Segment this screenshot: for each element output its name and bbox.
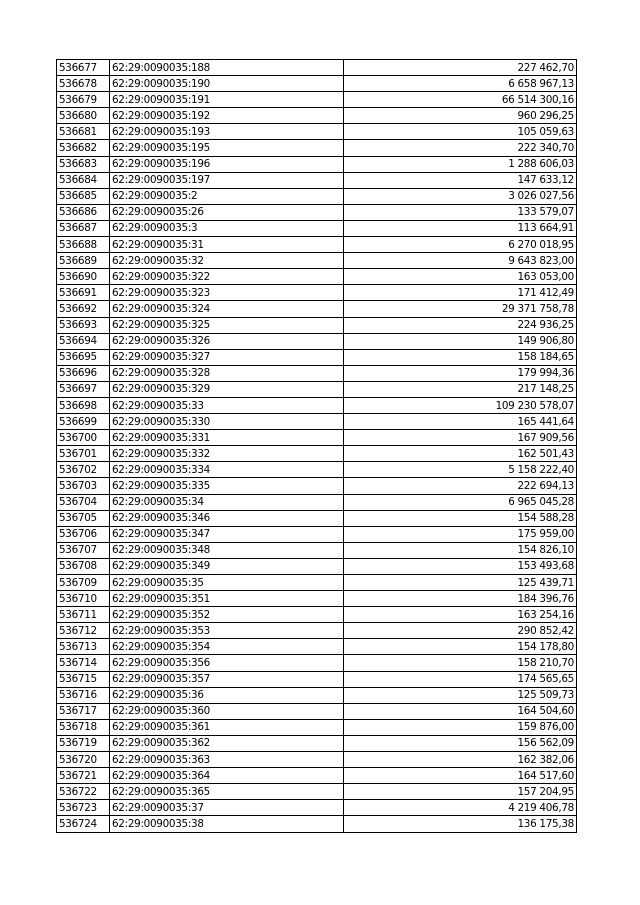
value-cell: 175 959,00 [344, 526, 577, 542]
table-row [57, 542, 577, 558]
cadastral-number-cell: 62:29:0090035:26 [110, 204, 344, 220]
cadastral-number-cell: 62:29:0090035:188 [110, 60, 344, 76]
cadastral-number-cell: 62:29:0090035:196 [110, 156, 344, 172]
table-row [57, 735, 577, 751]
value-cell: 157 204,95 [344, 784, 577, 800]
cadastral-number-cell: 62:29:0090035:362 [110, 735, 344, 751]
row-id-cell: 536684 [57, 172, 110, 188]
value-cell: 163 053,00 [344, 269, 577, 285]
row-id-cell: 536697 [57, 381, 110, 397]
row-id-cell: 536682 [57, 140, 110, 156]
row-id-cell: 536711 [57, 607, 110, 623]
cadastral-number-cell: 62:29:0090035:326 [110, 333, 344, 349]
value-cell: 5 158 222,40 [344, 462, 577, 478]
value-cell: 290 852,42 [344, 623, 577, 639]
table-row [57, 462, 577, 478]
value-cell: 4 219 406,78 [344, 800, 577, 816]
cadastral-number-cell: 62:29:0090035:348 [110, 542, 344, 558]
row-id-cell: 536710 [57, 591, 110, 607]
cadastral-number-cell: 62:29:0090035:334 [110, 462, 344, 478]
value-cell: 184 396,76 [344, 591, 577, 607]
cadastral-value-table [56, 59, 577, 833]
value-cell: 171 412,49 [344, 285, 577, 301]
table-row [57, 623, 577, 639]
table-row [57, 510, 577, 526]
cadastral-number-cell: 62:29:0090035:365 [110, 784, 344, 800]
table-row [57, 108, 577, 124]
value-cell: 174 565,65 [344, 671, 577, 687]
row-id-cell: 536708 [57, 558, 110, 574]
row-id-cell: 536701 [57, 446, 110, 462]
table-row [57, 76, 577, 92]
cadastral-number-cell: 62:29:0090035:324 [110, 301, 344, 317]
cadastral-number-cell: 62:29:0090035:195 [110, 140, 344, 156]
cadastral-number-cell: 62:29:0090035:34 [110, 494, 344, 510]
cadastral-number-cell: 62:29:0090035:322 [110, 269, 344, 285]
cadastral-number-cell: 62:29:0090035:351 [110, 591, 344, 607]
row-id-cell: 536703 [57, 478, 110, 494]
row-id-cell: 536691 [57, 285, 110, 301]
cadastral-number-cell: 62:29:0090035:38 [110, 816, 344, 832]
table-row [57, 172, 577, 188]
cadastral-number-cell: 62:29:0090035:335 [110, 478, 344, 494]
table-row [57, 397, 577, 413]
table-row [57, 92, 577, 108]
table-row [57, 60, 577, 76]
cadastral-number-cell: 62:29:0090035:193 [110, 124, 344, 140]
table-row [57, 687, 577, 703]
cadastral-number-cell: 62:29:0090035:347 [110, 526, 344, 542]
table-row [57, 430, 577, 446]
row-id-cell: 536686 [57, 204, 110, 220]
value-cell: 217 148,25 [344, 381, 577, 397]
table-row [57, 237, 577, 253]
row-id-cell: 536718 [57, 719, 110, 735]
row-id-cell: 536707 [57, 542, 110, 558]
table-row [57, 478, 577, 494]
row-id-cell: 536680 [57, 108, 110, 124]
table-row [57, 526, 577, 542]
table-row [57, 188, 577, 204]
table-row [57, 784, 577, 800]
cadastral-number-cell: 62:29:0090035:346 [110, 510, 344, 526]
value-cell: 224 936,25 [344, 317, 577, 333]
table-row [57, 494, 577, 510]
cadastral-number-cell: 62:29:0090035:35 [110, 575, 344, 591]
value-cell: 156 562,09 [344, 735, 577, 751]
row-id-cell: 536677 [57, 60, 110, 76]
table-row [57, 285, 577, 301]
table-row [57, 124, 577, 140]
cadastral-number-cell: 62:29:0090035:190 [110, 76, 344, 92]
table-body [57, 60, 577, 833]
value-cell: 6 965 045,28 [344, 494, 577, 510]
cadastral-number-cell: 62:29:0090035:357 [110, 671, 344, 687]
table-row [57, 301, 577, 317]
value-cell: 222 694,13 [344, 478, 577, 494]
table-row [57, 655, 577, 671]
row-id-cell: 536683 [57, 156, 110, 172]
row-id-cell: 536713 [57, 639, 110, 655]
table-row [57, 365, 577, 381]
table-row [57, 752, 577, 768]
row-id-cell: 536688 [57, 237, 110, 253]
table-row [57, 220, 577, 236]
cadastral-number-cell: 62:29:0090035:330 [110, 414, 344, 430]
cadastral-number-cell: 62:29:0090035:354 [110, 639, 344, 655]
table-row [57, 333, 577, 349]
value-cell: 153 493,68 [344, 558, 577, 574]
value-cell: 165 441,64 [344, 414, 577, 430]
table-row [57, 607, 577, 623]
row-id-cell: 536714 [57, 655, 110, 671]
value-cell: 136 175,38 [344, 816, 577, 832]
value-cell: 29 371 758,78 [344, 301, 577, 317]
table-row [57, 269, 577, 285]
cadastral-number-cell: 62:29:0090035:361 [110, 719, 344, 735]
cadastral-number-cell: 62:29:0090035:364 [110, 768, 344, 784]
value-cell: 3 026 027,56 [344, 188, 577, 204]
table-row [57, 253, 577, 269]
table-row [57, 317, 577, 333]
row-id-cell: 536702 [57, 462, 110, 478]
row-id-cell: 536712 [57, 623, 110, 639]
row-id-cell: 536706 [57, 526, 110, 542]
cadastral-number-cell: 62:29:0090035:32 [110, 253, 344, 269]
value-cell: 113 664,91 [344, 220, 577, 236]
row-id-cell: 536722 [57, 784, 110, 800]
cadastral-number-cell: 62:29:0090035:192 [110, 108, 344, 124]
row-id-cell: 536678 [57, 76, 110, 92]
row-id-cell: 536715 [57, 671, 110, 687]
row-id-cell: 536709 [57, 575, 110, 591]
value-cell: 1 288 606,03 [344, 156, 577, 172]
table-row [57, 639, 577, 655]
cadastral-number-cell: 62:29:0090035:352 [110, 607, 344, 623]
value-cell: 149 906,80 [344, 333, 577, 349]
row-id-cell: 536690 [57, 269, 110, 285]
row-id-cell: 536721 [57, 768, 110, 784]
cadastral-number-cell: 62:29:0090035:37 [110, 800, 344, 816]
value-cell: 164 504,60 [344, 703, 577, 719]
row-id-cell: 536720 [57, 752, 110, 768]
table-row [57, 800, 577, 816]
table-row [57, 558, 577, 574]
table-row [57, 381, 577, 397]
cadastral-number-cell: 62:29:0090035:332 [110, 446, 344, 462]
table-row [57, 156, 577, 172]
table-row [57, 591, 577, 607]
row-id-cell: 536723 [57, 800, 110, 816]
row-id-cell: 536698 [57, 397, 110, 413]
row-id-cell: 536700 [57, 430, 110, 446]
cadastral-number-cell: 62:29:0090035:328 [110, 365, 344, 381]
cadastral-number-cell: 62:29:0090035:363 [110, 752, 344, 768]
value-cell: 227 462,70 [344, 60, 577, 76]
value-cell: 9 643 823,00 [344, 253, 577, 269]
value-cell: 6 270 018,95 [344, 237, 577, 253]
row-id-cell: 536704 [57, 494, 110, 510]
value-cell: 167 909,56 [344, 430, 577, 446]
value-cell: 162 501,43 [344, 446, 577, 462]
table-row [57, 204, 577, 220]
table-row [57, 140, 577, 156]
value-cell: 147 633,12 [344, 172, 577, 188]
row-id-cell: 536685 [57, 188, 110, 204]
value-cell: 133 579,07 [344, 204, 577, 220]
row-id-cell: 536692 [57, 301, 110, 317]
cadastral-number-cell: 62:29:0090035:3 [110, 220, 344, 236]
cadastral-number-cell: 62:29:0090035:323 [110, 285, 344, 301]
cadastral-number-cell: 62:29:0090035:31 [110, 237, 344, 253]
table-row [57, 349, 577, 365]
value-cell: 179 994,36 [344, 365, 577, 381]
value-cell: 158 184,65 [344, 349, 577, 365]
table-row [57, 719, 577, 735]
table-row [57, 703, 577, 719]
cadastral-number-cell: 62:29:0090035:197 [110, 172, 344, 188]
row-id-cell: 536705 [57, 510, 110, 526]
table-row [57, 671, 577, 687]
cadastral-number-cell: 62:29:0090035:191 [110, 92, 344, 108]
cadastral-number-cell: 62:29:0090035:360 [110, 703, 344, 719]
cadastral-number-cell: 62:29:0090035:325 [110, 317, 344, 333]
row-id-cell: 536695 [57, 349, 110, 365]
value-cell: 162 382,06 [344, 752, 577, 768]
cadastral-number-cell: 62:29:0090035:356 [110, 655, 344, 671]
row-id-cell: 536699 [57, 414, 110, 430]
row-id-cell: 536693 [57, 317, 110, 333]
value-cell: 154 178,80 [344, 639, 577, 655]
value-cell: 105 059,63 [344, 124, 577, 140]
row-id-cell: 536679 [57, 92, 110, 108]
value-cell: 125 439,71 [344, 575, 577, 591]
row-id-cell: 536696 [57, 365, 110, 381]
row-id-cell: 536716 [57, 687, 110, 703]
value-cell: 163 254,16 [344, 607, 577, 623]
cadastral-number-cell: 62:29:0090035:329 [110, 381, 344, 397]
table-row [57, 816, 577, 832]
cadastral-number-cell: 62:29:0090035:2 [110, 188, 344, 204]
value-cell: 960 296,25 [344, 108, 577, 124]
cadastral-number-cell: 62:29:0090035:327 [110, 349, 344, 365]
table-row [57, 414, 577, 430]
cadastral-number-cell: 62:29:0090035:36 [110, 687, 344, 703]
row-id-cell: 536681 [57, 124, 110, 140]
row-id-cell: 536719 [57, 735, 110, 751]
table-row [57, 768, 577, 784]
cadastral-number-cell: 62:29:0090035:353 [110, 623, 344, 639]
cadastral-number-cell: 62:29:0090035:33 [110, 397, 344, 413]
row-id-cell: 536694 [57, 333, 110, 349]
cadastral-number-cell: 62:29:0090035:331 [110, 430, 344, 446]
value-cell: 154 588,28 [344, 510, 577, 526]
value-cell: 154 826,10 [344, 542, 577, 558]
table-row [57, 446, 577, 462]
row-id-cell: 536717 [57, 703, 110, 719]
value-cell: 158 210,70 [344, 655, 577, 671]
value-cell: 222 340,70 [344, 140, 577, 156]
value-cell: 159 876,00 [344, 719, 577, 735]
row-id-cell: 536687 [57, 220, 110, 236]
table-row [57, 575, 577, 591]
value-cell: 66 514 300,16 [344, 92, 577, 108]
value-cell: 6 658 967,13 [344, 76, 577, 92]
value-cell: 125 509,73 [344, 687, 577, 703]
row-id-cell: 536724 [57, 816, 110, 832]
value-cell: 109 230 578,07 [344, 397, 577, 413]
value-cell: 164 517,60 [344, 768, 577, 784]
row-id-cell: 536689 [57, 253, 110, 269]
cadastral-number-cell: 62:29:0090035:349 [110, 558, 344, 574]
